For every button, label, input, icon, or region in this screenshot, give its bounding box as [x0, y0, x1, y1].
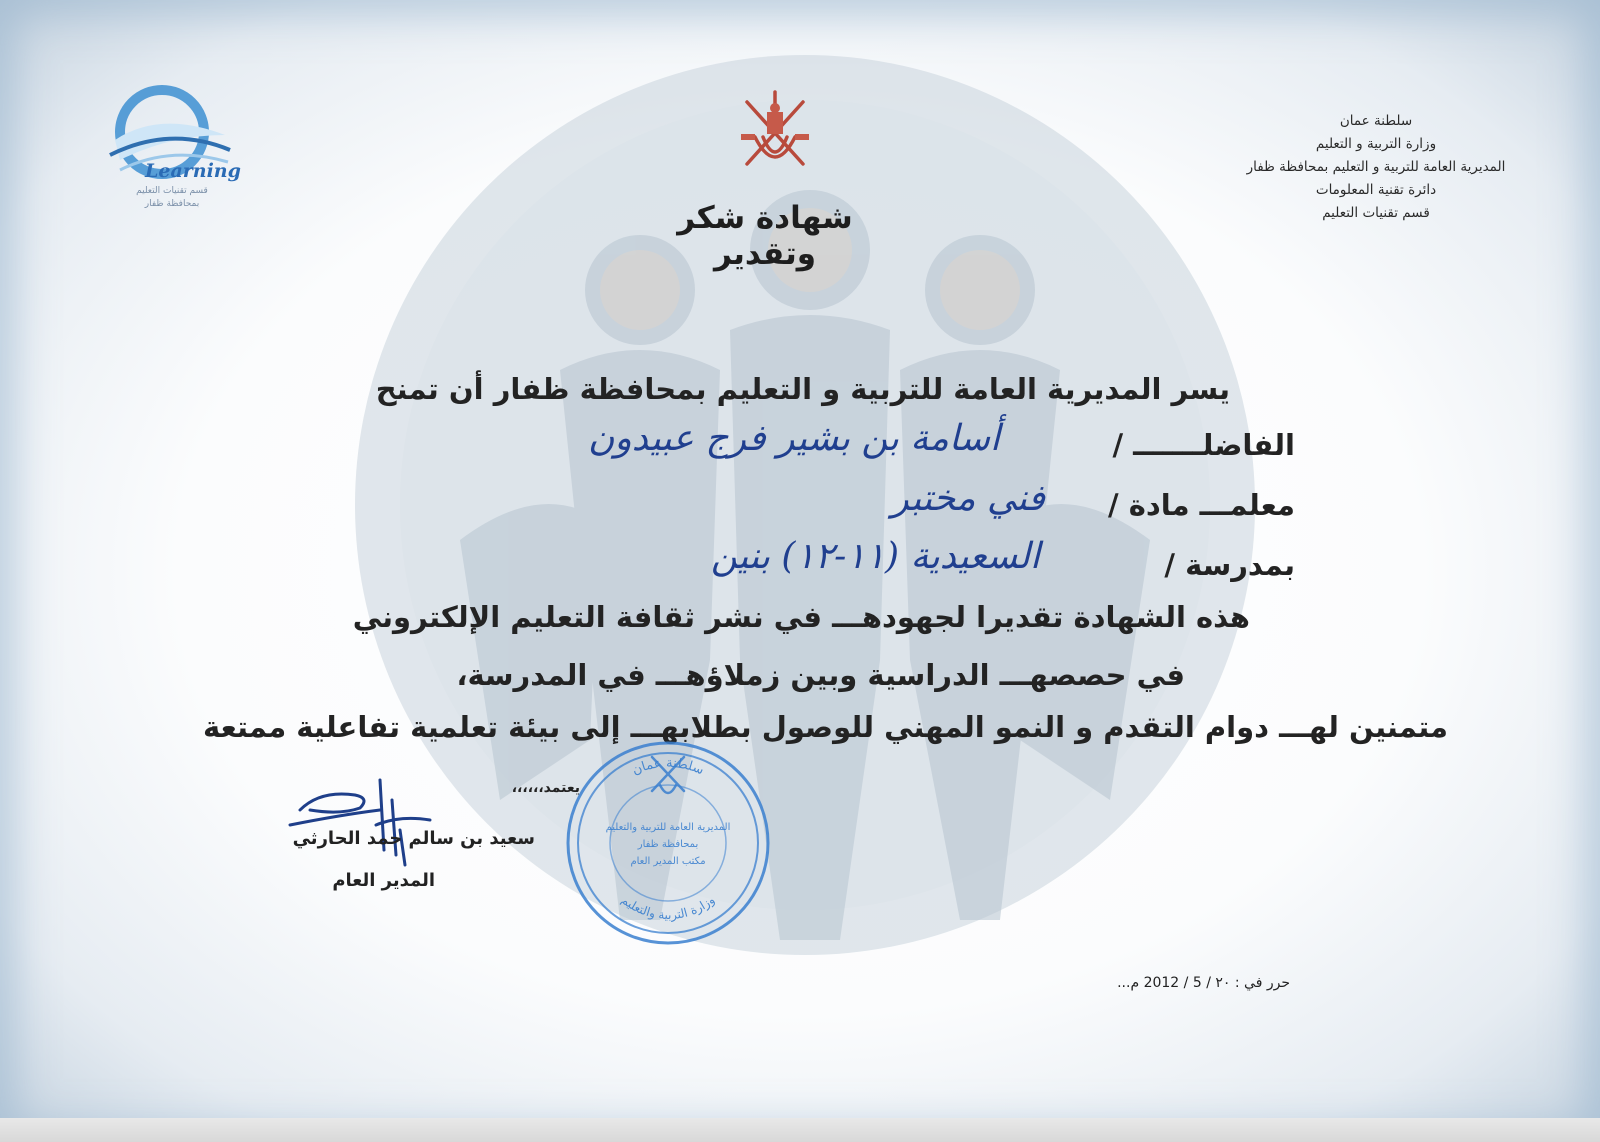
signature-mark — [280, 770, 440, 880]
stamp-inner-line3: مكتب المدير العام — [630, 856, 706, 867]
logo-caption-line2: بمحافظة ظفار — [144, 199, 200, 209]
recipient-label: الفاضلـــــــ / — [1112, 428, 1295, 462]
stamp-inner-line2: بمحافظة ظفار — [637, 839, 699, 850]
signer-name: سعيد بن سالم حمد الحارثي — [292, 828, 535, 849]
official-stamp — [560, 735, 775, 950]
approval-text: يعتمد،،،،،، — [511, 780, 580, 796]
header-line-ministry: وزارة التربية و التعليم — [1315, 136, 1437, 152]
body-line-2: في حصصهـــ الدراسية وبين زملاؤهـــ في المدرسة، — [456, 658, 1185, 692]
logo-learning-text: Learning — [145, 160, 241, 182]
body-line-3: متمنين لهـــ دوام التقدم و النمو المهني للوصول بطلابهـــ إلى بيئة تعلمية تفاعلية ممتعة — [203, 710, 1448, 744]
recipient-name-handwritten: أسامة بن بشير فرج عبيدون — [587, 418, 1000, 459]
header-line-department: دائرة تقنية المعلومات — [1315, 182, 1437, 198]
issue-date: حرر في : ٢٠ / 5 / 2012 م... — [1117, 975, 1290, 991]
svg-text:وزارة التربية والتعليم — [619, 893, 718, 923]
signer-role: المدير العام — [332, 870, 435, 891]
scan-bottom-edge — [0, 1118, 1600, 1142]
header-line-section: قسم تقنيات التعليم — [1322, 205, 1430, 221]
logo-caption-line1: قسم تقنيات التعليم — [136, 186, 208, 196]
subject-value-handwritten: فني مختبر — [891, 478, 1045, 519]
stamp-outer-text: سلطنة عمان — [630, 755, 706, 779]
ministry-header — [1186, 110, 1566, 225]
stamp-inner-line1: المديرية العامة للتربية والتعليم — [605, 822, 731, 833]
header-line-directorate: المديرية العامة للتربية و التعليم بمحافظة ظفار — [1246, 159, 1506, 175]
header-line-country: سلطنة عمان — [1339, 113, 1413, 129]
intro-line: يسر المديرية العامة للتربية و التعليم بمحافظة ظفار أن تمنح — [375, 372, 1230, 406]
body-line-1: هذه الشهادة تقديرا لجهودهـــ في نشر ثقافة التعليم الإلكتروني — [352, 600, 1250, 634]
school-value-handwritten: السعيدية (١١-١٢) بنين — [710, 536, 1040, 577]
national-emblem — [735, 82, 815, 182]
subject-label: معلمـــ مادة / — [1108, 488, 1295, 522]
certificate-title: شهادة شكر وتقدير — [677, 200, 853, 272]
school-label: بمدرسة / — [1164, 548, 1295, 582]
stamp-bottom-text: وزارة التربية والتعليم — [618, 892, 718, 923]
